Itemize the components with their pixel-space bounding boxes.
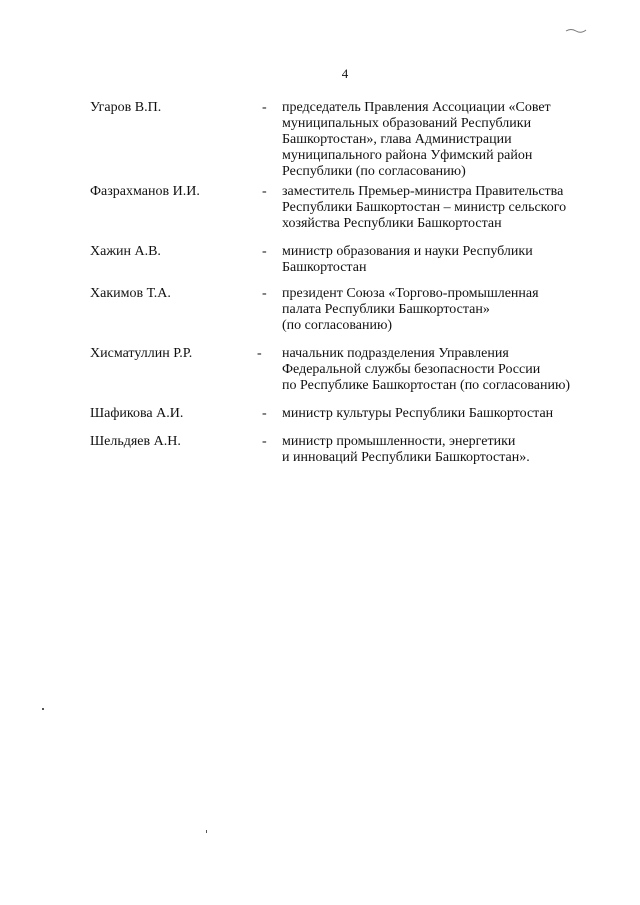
member-role [282, 406, 612, 422]
dash: - [262, 406, 267, 421]
member-role [282, 346, 612, 394]
scan-speck [42, 708, 44, 710]
member-role [282, 286, 612, 334]
list-item [0, 286, 640, 346]
member-name: Хисматуллин Р.Р. [90, 346, 193, 361]
dash: - [262, 286, 267, 301]
role-line: заместитель Премьер-министра Правительства [282, 184, 564, 199]
list-item [0, 406, 640, 434]
role-line: президент Союза «Торгово-промышленная [282, 286, 539, 301]
page-number: 4 [341, 66, 349, 81]
list-item [0, 434, 640, 474]
role-line: Республики (по согласованию) [282, 164, 466, 179]
role-line: муниципальных образований Республики [282, 116, 532, 131]
scan-speck [206, 830, 207, 833]
role-line: (по согласованию) [282, 318, 393, 333]
list-item [0, 184, 640, 244]
role-line: и инноваций Республики Башкортостан». [282, 450, 530, 465]
role-line: муниципального района Уфимский район [282, 148, 533, 163]
role-line: Башкортостан [282, 260, 367, 275]
list-item [0, 100, 640, 184]
list-item [0, 346, 640, 406]
role-line: министр промышленности, энергетики [282, 434, 516, 449]
role-line: палата Республики Башкортостан» [282, 302, 490, 317]
role-line: Башкортостан», глава Администрации [282, 132, 512, 147]
role-line: Федеральной службы безопасности России [282, 362, 541, 377]
role-line: председатель Правления Ассоциации «Совет [282, 100, 551, 115]
role-line: министр образования и науки Республики [282, 244, 533, 259]
member-list [0, 100, 640, 474]
member-role [282, 184, 612, 232]
member-role [282, 244, 612, 276]
member-name: Шельдяев А.Н. [90, 434, 181, 449]
dash: - [262, 100, 267, 115]
list-item [0, 244, 640, 286]
role-line: Республики Башкортостан – министр сельского [282, 200, 567, 215]
member-role [282, 434, 612, 466]
role-line: начальник подразделения Управления [282, 346, 509, 361]
member-role [282, 100, 612, 180]
scan-mark [565, 26, 587, 34]
dash: - [262, 184, 267, 199]
member-name: Хажин А.В. [90, 244, 161, 259]
member-name: Фазрахманов И.И. [90, 184, 200, 199]
member-name: Угаров В.П. [90, 100, 162, 115]
role-line: министр культуры Республики Башкортостан [282, 406, 554, 421]
dash: - [262, 244, 267, 259]
role-line: по Республике Башкортостан (по согласованию) [282, 378, 571, 393]
role-line: хозяйства Республики Башкортостан [282, 216, 502, 231]
member-name: Хакимов Т.А. [90, 286, 171, 301]
dash: - [262, 434, 267, 449]
member-name: Шафикова А.И. [90, 406, 184, 421]
dash: - [257, 346, 262, 361]
